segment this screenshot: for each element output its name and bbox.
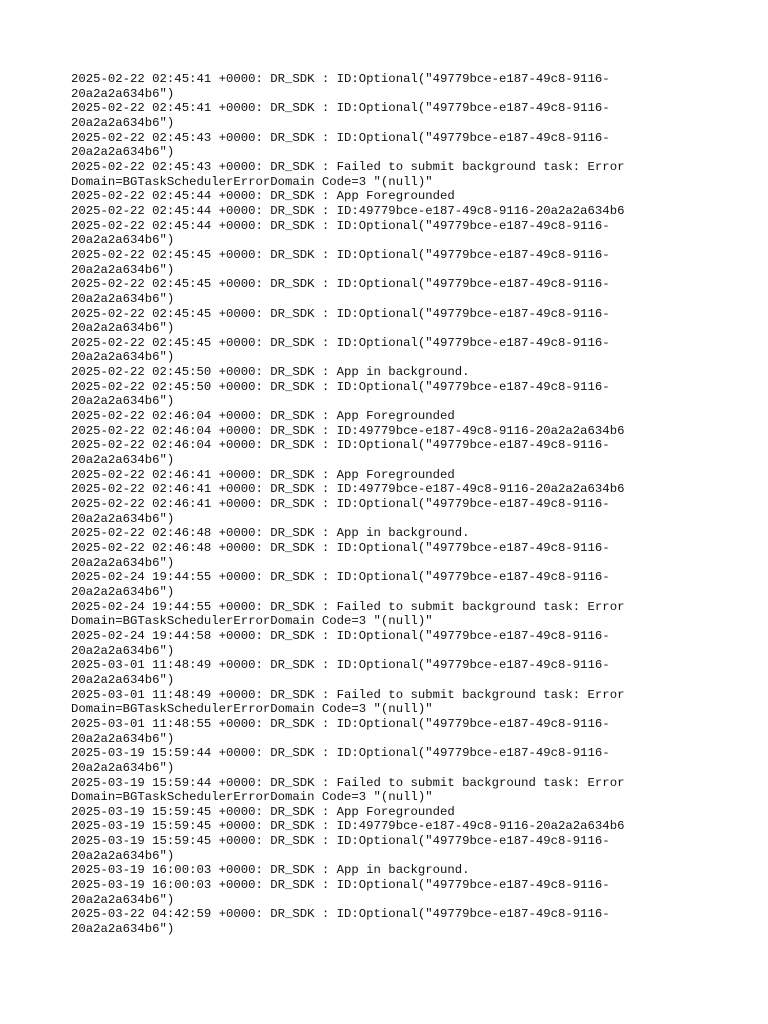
log-line: 20a2a2a634b6") — [71, 584, 175, 599]
log-line: 20a2a2a634b6") — [71, 262, 175, 277]
log-line: 2025-02-22 02:45:41 +0000: DR_SDK : ID:Optional("49779bce-e187-49c8-9116- — [71, 72, 610, 86]
log-line: 2025-02-22 02:45:43 +0000: DR_SDK : Failed to submit background task: Error — [71, 159, 625, 174]
log-line: 2025-02-22 02:45:41 +0000: DR_SDK : ID:Optional("49779bce-e187-49c8-9116- — [71, 101, 610, 116]
log-line: 2025-03-19 15:59:44 +0000: DR_SDK : ID:Optional("49779bce-e187-49c8-9116- — [71, 746, 610, 761]
log-line: Domain=BGTaskSchedulerErrorDomain Code=3 "(null)" — [71, 790, 433, 805]
log-line: 2025-02-22 02:46:41 +0000: DR_SDK : App Foregrounded — [71, 467, 455, 482]
log-line: 2025-03-22 04:42:59 +0000: DR_SDK : ID:Optional("49779bce-e187-49c8-9116- — [71, 907, 610, 922]
log-line: 2025-02-22 02:46:48 +0000: DR_SDK : App in background. — [71, 526, 470, 541]
log-line: 20a2a2a634b6") — [71, 643, 175, 658]
log-line: Domain=BGTaskSchedulerErrorDomain Code=3 "(null)" — [71, 614, 433, 629]
log-line: 2025-02-22 02:46:41 +0000: DR_SDK : ID:49779bce-e187-49c8-9116-20a2a2a634b6 — [71, 482, 625, 497]
log-line: 2025-02-22 02:45:44 +0000: DR_SDK : App Foregrounded — [71, 189, 455, 204]
log-line: 2025-03-01 11:48:55 +0000: DR_SDK : ID:Optional("49779bce-e187-49c8-9116- — [71, 716, 610, 731]
log-line: 20a2a2a634b6") — [71, 145, 175, 160]
log-line: 20a2a2a634b6") — [71, 672, 175, 687]
log-line: 20a2a2a634b6") — [71, 555, 175, 570]
log-line: 2025-02-22 02:45:50 +0000: DR_SDK : ID:Optional("49779bce-e187-49c8-9116- — [71, 379, 610, 394]
log-line: 20a2a2a634b6") — [71, 291, 175, 306]
log-line: 2025-02-24 19:44:55 +0000: DR_SDK : Failed to submit background task: Error — [71, 599, 625, 614]
log-line: 2025-03-19 15:59:45 +0000: DR_SDK : App Foregrounded — [71, 804, 455, 819]
log-line: 2025-02-22 02:45:45 +0000: DR_SDK : ID:Optional("49779bce-e187-49c8-9116- — [71, 247, 610, 262]
log-line: 2025-02-22 02:46:04 +0000: DR_SDK : ID:Optional("49779bce-e187-49c8-9116- — [71, 438, 610, 453]
log-line: 2025-02-22 02:45:45 +0000: DR_SDK : ID:Optional("49779bce-e187-49c8-9116- — [71, 277, 610, 292]
log-line: 20a2a2a634b6") — [71, 848, 175, 863]
log-line: 20a2a2a634b6") — [71, 892, 175, 907]
log-line: 2025-03-01 11:48:49 +0000: DR_SDK : ID:Optional("49779bce-e187-49c8-9116- — [71, 658, 610, 673]
log-line: 2025-02-22 02:45:44 +0000: DR_SDK : ID:Optional("49779bce-e187-49c8-9116- — [71, 218, 610, 233]
log-line: 2025-03-19 16:00:03 +0000: DR_SDK : ID:Optional("49779bce-e187-49c8-9116- — [71, 878, 610, 893]
log-line: 2025-03-19 16:00:03 +0000: DR_SDK : App in background. — [71, 863, 470, 878]
log-line: 2025-02-22 02:46:04 +0000: DR_SDK : App Foregrounded — [71, 409, 455, 424]
log-line: 2025-03-01 11:48:49 +0000: DR_SDK : Failed to submit background task: Error — [71, 687, 625, 702]
log-line: 20a2a2a634b6") — [71, 350, 175, 365]
log-line: 2025-02-22 02:46:41 +0000: DR_SDK : ID:Optional("49779bce-e187-49c8-9116- — [71, 497, 610, 512]
log-line: 2025-02-22 02:45:45 +0000: DR_SDK : ID:Optional("49779bce-e187-49c8-9116- — [71, 335, 610, 350]
log-line: Domain=BGTaskSchedulerErrorDomain Code=3 "(null)" — [71, 174, 433, 189]
log-line: 20a2a2a634b6") — [71, 321, 175, 336]
log-line: 20a2a2a634b6") — [71, 115, 175, 130]
log-text-block — [71, 72, 651, 937]
log-line: 2025-02-22 02:45:44 +0000: DR_SDK : ID:49779bce-e187-49c8-9116-20a2a2a634b6 — [71, 203, 625, 218]
log-line: 2025-03-19 15:59:44 +0000: DR_SDK : Failed to submit background task: Error — [71, 775, 625, 790]
log-line: 2025-02-24 19:44:58 +0000: DR_SDK : ID:Optional("49779bce-e187-49c8-9116- — [71, 628, 610, 643]
log-line: 20a2a2a634b6") — [71, 922, 175, 937]
log-line: 20a2a2a634b6") — [71, 86, 175, 101]
log-line: 20a2a2a634b6") — [71, 233, 175, 248]
log-line: 2025-02-22 02:45:50 +0000: DR_SDK : App in background. — [71, 365, 470, 380]
log-line: 2025-02-22 02:46:48 +0000: DR_SDK : ID:Optional("49779bce-e187-49c8-9116- — [71, 541, 610, 555]
log-line: 2025-02-22 02:46:04 +0000: DR_SDK : ID:49779bce-e187-49c8-9116-20a2a2a634b6 — [71, 423, 625, 438]
log-line: 20a2a2a634b6") — [71, 760, 175, 775]
log-line: 2025-02-24 19:44:55 +0000: DR_SDK : ID:Optional("49779bce-e187-49c8-9116- — [71, 570, 610, 585]
log-line: 20a2a2a634b6") — [71, 511, 175, 526]
log-line: 20a2a2a634b6") — [71, 394, 175, 409]
log-line: 2025-03-19 15:59:45 +0000: DR_SDK : ID:Optional("49779bce-e187-49c8-9116- — [71, 834, 610, 849]
log-line: 20a2a2a634b6") — [71, 731, 175, 746]
log-line: 2025-02-22 02:45:43 +0000: DR_SDK : ID:Optional("49779bce-e187-49c8-9116- — [71, 130, 610, 145]
log-line: 2025-02-22 02:45:45 +0000: DR_SDK : ID:Optional("49779bce-e187-49c8-9116- — [71, 306, 610, 321]
log-line: 2025-03-19 15:59:45 +0000: DR_SDK : ID:49779bce-e187-49c8-9116-20a2a2a634b6 — [71, 819, 625, 834]
log-line: Domain=BGTaskSchedulerErrorDomain Code=3 "(null)" — [71, 702, 433, 717]
log-line: 20a2a2a634b6") — [71, 453, 175, 468]
